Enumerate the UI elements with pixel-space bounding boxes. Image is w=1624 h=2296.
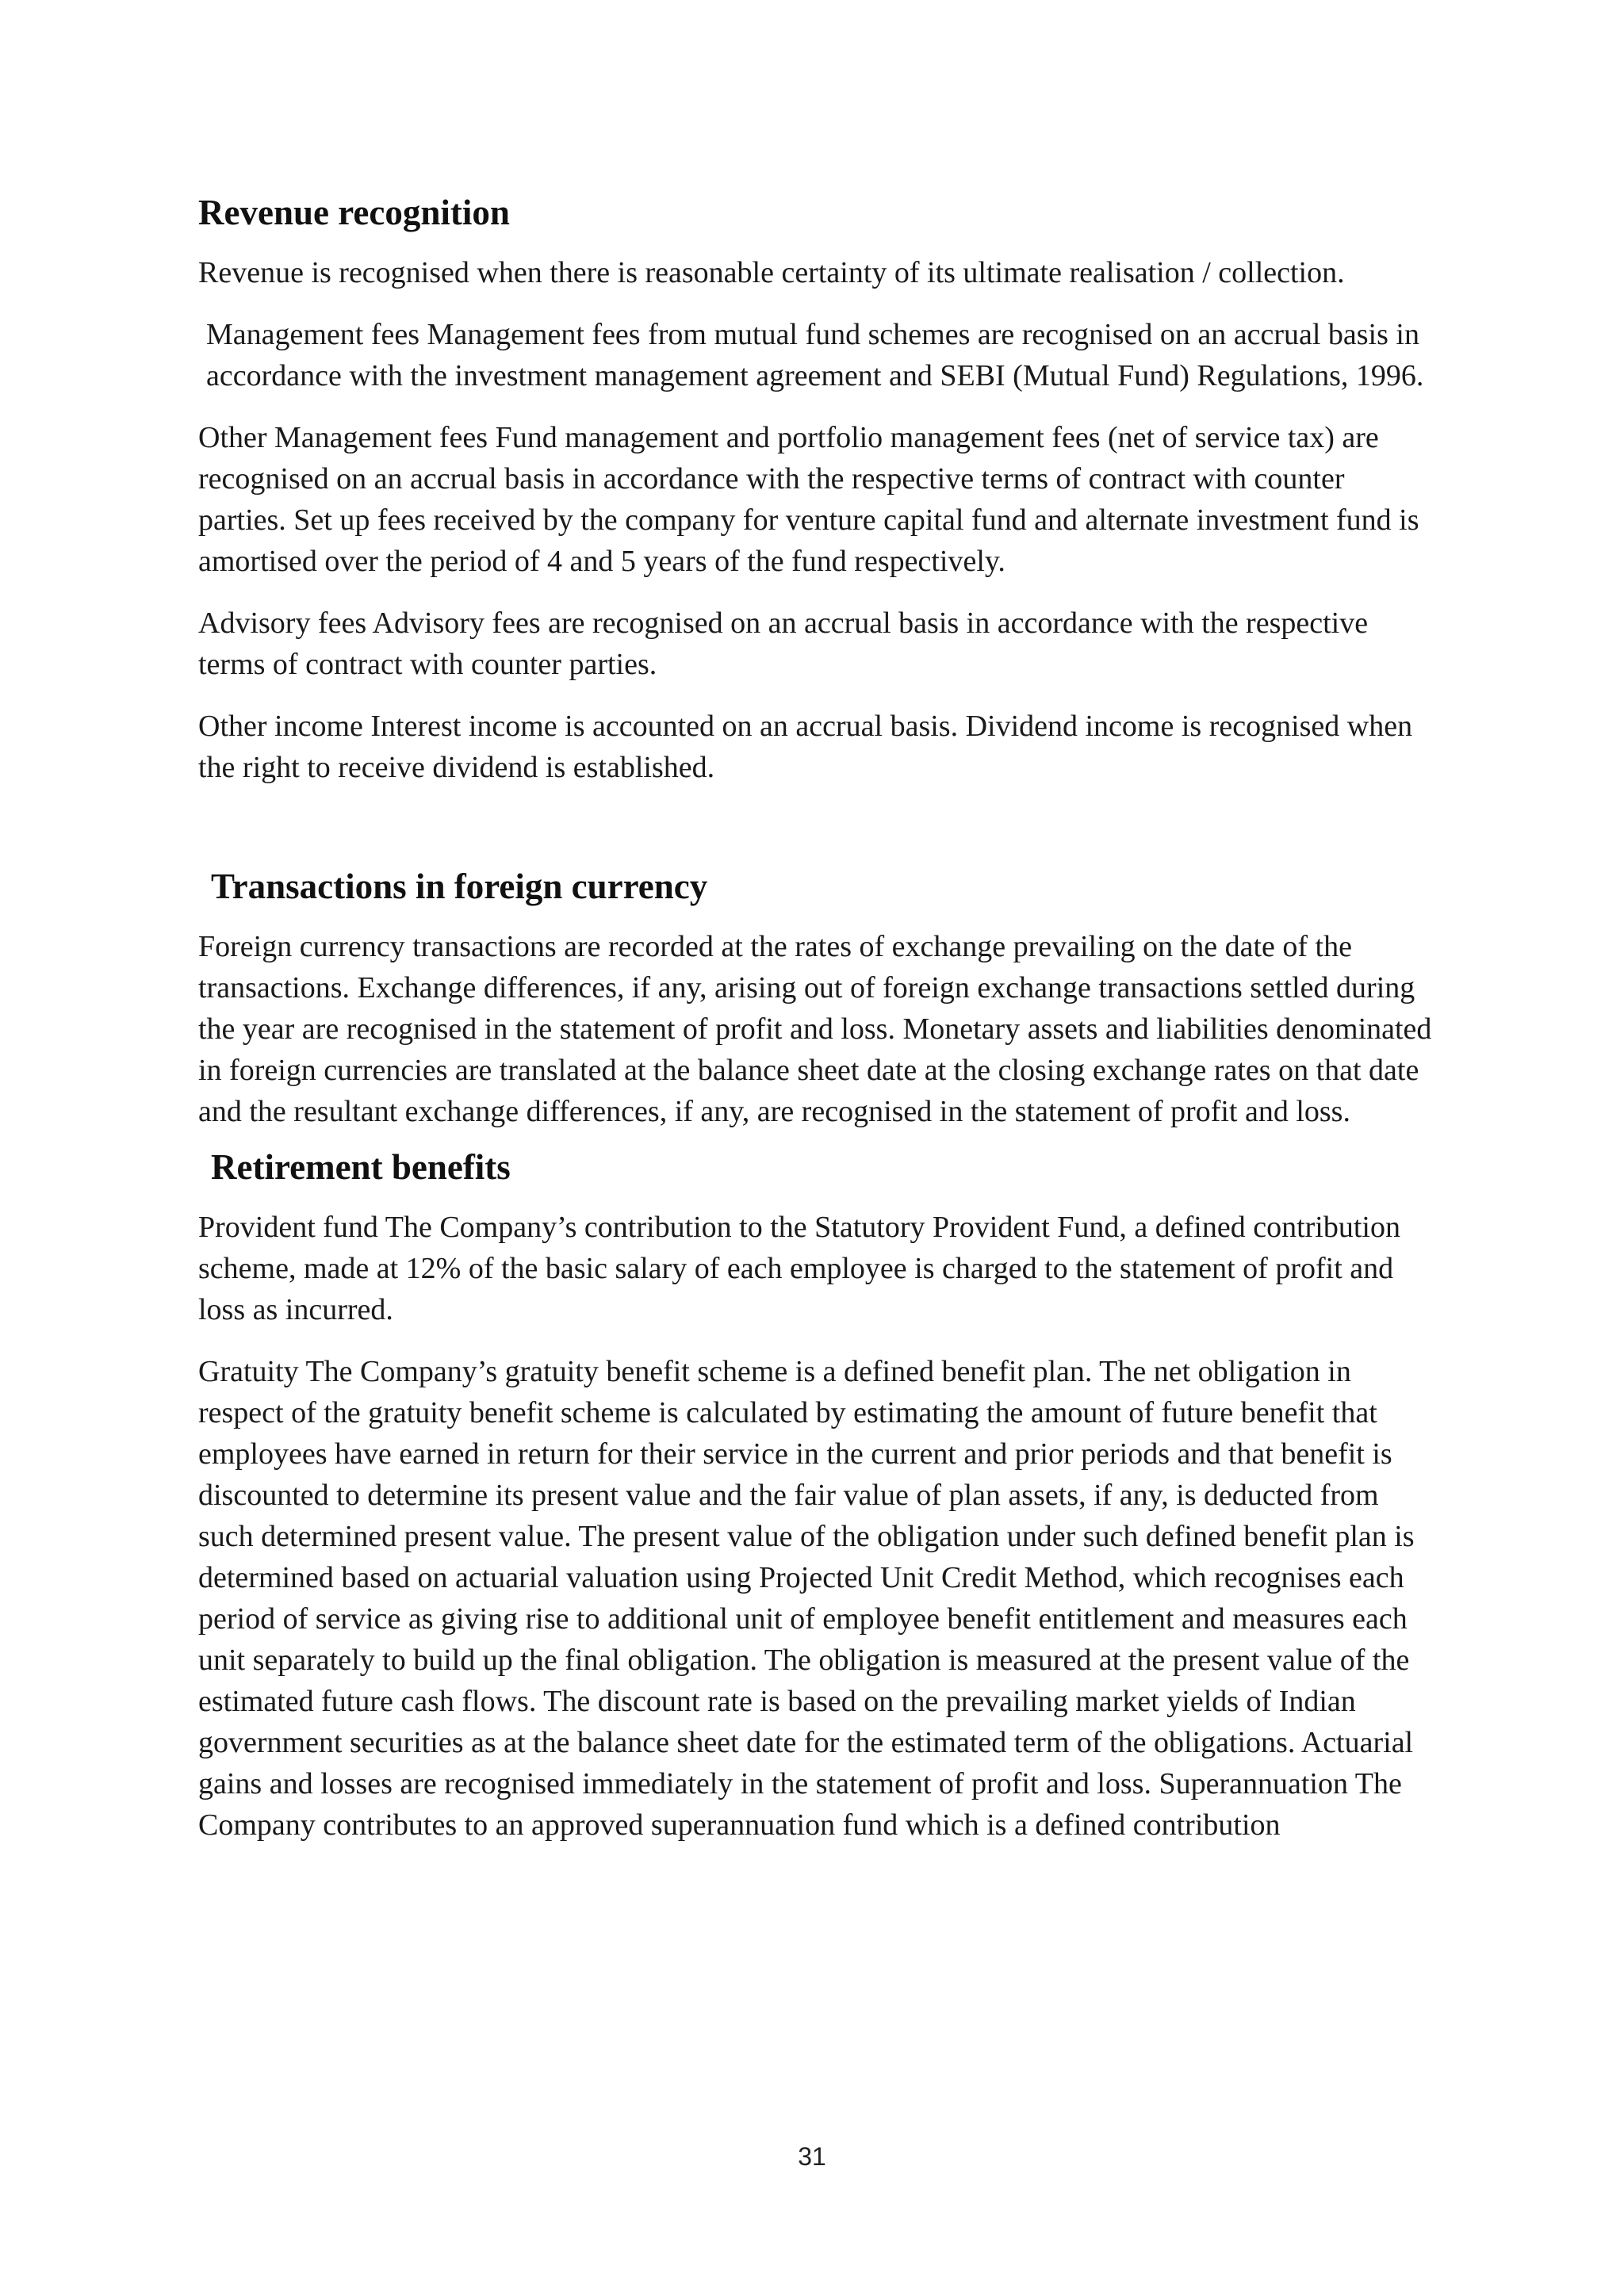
paragraph-revenue-general: Revenue is recognised when there is reasonable certainty of its ultimate realisation / collection. [198, 256, 1345, 289]
paragraph-management-fees: Management fees Management fees from mutual fund schemes are recognised on an accrual basis in accordance with the investment management agreement and SEBI (Mutual Fund) Regulations, 1996. [206, 318, 1424, 392]
section-heading-foreign-currency: Transactions in foreign currency [211, 867, 708, 906]
page-content [198, 189, 1435, 1846]
paragraph-other-management-fees: Other Management fees Fund management and portfolio management fees (net of service tax) are recognised on an accrual basis in accordance with the respective terms of contract with counter parties. Set up fees received by the company for venture capital fund and alternate investment fund is amortised over the period of 4 and 5 years of the fund respectively. [198, 421, 1419, 578]
page-number: 31 [798, 2142, 826, 2171]
paragraph-gratuity: Gratuity The Company’s gratuity benefit scheme is a defined benefit plan. The net obligation in respect of the gratuity benefit scheme is calculated by estimating the amount of future benefit that employees have earned in return for their service in the current and prior periods and that benefit is discounted to determine its present value and the fair value of plan assets, if any, is deducted from such determined present value. The present value of the obligation under such defined benefit plan is determined based on actuarial valuation using Projected Unit Credit Method, which recognises each period of service as giving rise to additional unit of employee benefit entitlement and measures each unit separately to build up the final obligation. The obligation is measured at the present value of the estimated future cash flows. The discount rate is based on the prevailing market yields of Indian government securities as at the balance sheet date for the estimated term of the obligations. Actuarial gains and losses are recognised immediately in the statement of profit and loss. Superannuation The Company contributes to an approved superannuation fund which is a defined contribution [198, 1355, 1415, 1842]
section-heading-retirement-benefits: Retirement benefits [211, 1147, 511, 1187]
paragraph-advisory-fees: Advisory fees Advisory fees are recognised on an accrual basis in accordance with the respective terms of contract with counter parties. [198, 607, 1369, 681]
section-heading-revenue-recognition: Revenue recognition [198, 193, 510, 232]
paragraph-provident-fund: Provident fund The Company’s contribution to the Statutory Provident Fund, a defined contribution scheme, made at 12% of the basic salary of each employee is charged to the statement of profit and loss as incurred. [198, 1211, 1400, 1326]
paragraph-other-income: Other income Interest income is accounted on an accrual basis. Dividend income is recognised when the right to receive dividend is established. [198, 710, 1413, 784]
paragraph-foreign-currency: Foreign currency transactions are recorded at the rates of exchange prevailing on the date of the transactions. Exchange differences, if any, arising out of foreign exchange transactions settled during the year are recognised in the statement of profit and loss. Monetary assets and liabilities denominated in foreign currencies are translated at the balance sheet date at the closing exchange rates on that date and the resultant exchange differences, if any, are recognised in the statement of profit and loss. [198, 930, 1432, 1128]
